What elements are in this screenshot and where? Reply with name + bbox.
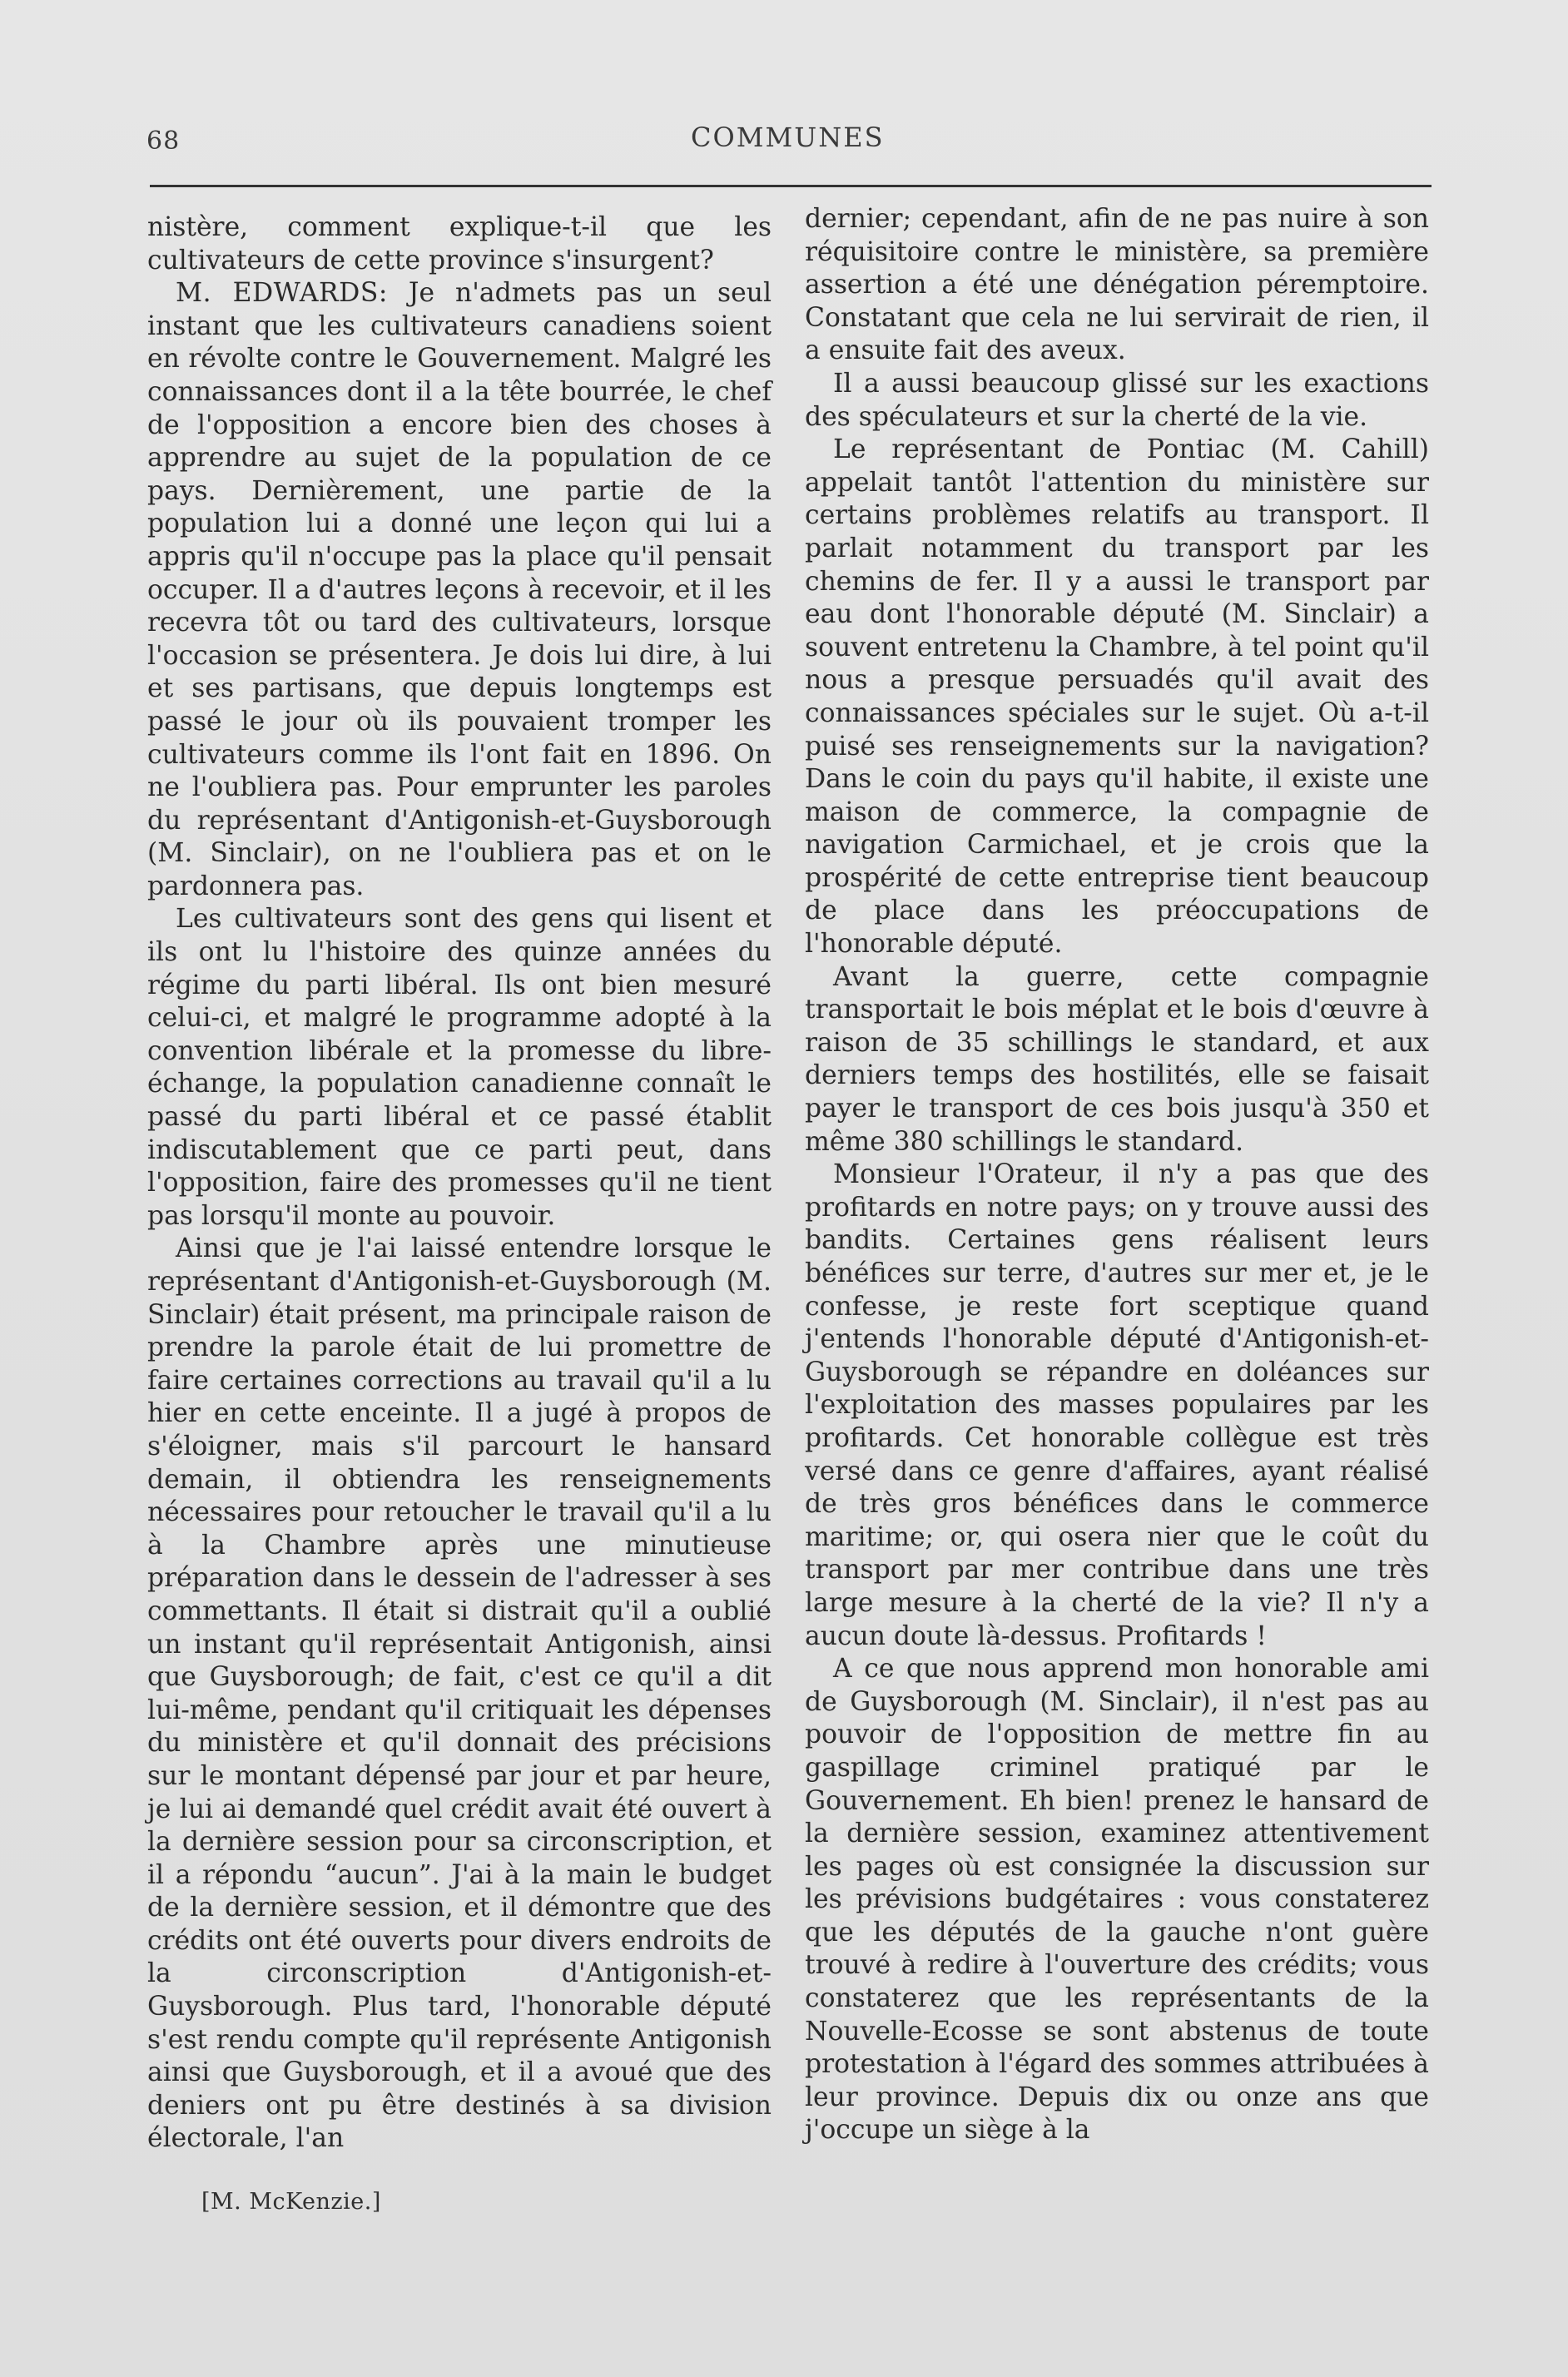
right-column bbox=[805, 203, 1429, 2147]
left-column bbox=[147, 211, 772, 2156]
speaker-name: M. EDWARDS: bbox=[176, 278, 388, 309]
header-divider bbox=[150, 185, 1432, 187]
paragraph: Les cultivateurs sont des gens qui lisent et ils ont lu l'histoire des quinze années du régime du parti libéral. Ils ont bien mesuré celui-ci, et malgré le programme adopté à la convention libérale et la promesse du libre-échange, la population canadienne connaît le passé du parti libéral et ce passé établit indiscutablement que ce parti peut, dans l'opposition, faire des promesses qu'il ne tient pas lorsqu'il monte au pouvoir. bbox=[147, 904, 772, 1231]
paragraph-edwards bbox=[147, 277, 772, 903]
paragraph: Le représentant de Pontiac (M. Cahill) appelait tantôt l'attention du ministère sur certains problèmes relatifs au transport. Il parlait notamment du transport par les chemins de fer. Il y a aussi le transport par eau dont l'honorable député (M. Sinclair) a souvent entretenu la Chambre, à tel point qu'il nous a presque persuadés qu'il avait des connaissances spéciales sur le sujet. Où a-t-il puisé ses renseignements sur la navigation? Dans le coin du pays qu'il habite, il existe une maison de commerce, la compagnie de navigation Carmichael, et je crois que la prospérité de cette entreprise tient beaucoup de place dans les préoccupations de l'honorable député. bbox=[805, 434, 1429, 960]
paragraph-continuation: dernier; cependant, afin de ne pas nuire à son réquisitoire contre le ministère, sa première assertion a été une dénégation péremptoire. Constatant que cela ne lui servirait de rien, il a ensuite fait des aveux. bbox=[805, 204, 1429, 366]
page-number: 68 bbox=[146, 127, 181, 156]
paragraph-continuation: nistère, comment explique-t-il que les cultivateurs de cette province s'insurgent? bbox=[147, 212, 772, 275]
page-title: COMMUNES bbox=[691, 122, 885, 153]
paragraph: Monsieur l'Orateur, il n'y a pas que des profitards en notre pays; on y trouve aussi des bandits. Certaines gens réalisent leurs bénéfices sur terre, d'autres sur mer et, je le confesse, je reste fort sceptique quand j'entends l'honorable député d'Antigonish-et-Guysborough se répandre en doléances sur l'exploitation des masses populaires par les profitards. Cet honorable collègue est très versé dans ce genre d'affaires, ayant réalisé de très gros bénéfices dans le commerce maritime; or, qui osera nier que le coût du transport par mer contribue dans une très large mesure à la cherté de la vie? Il n'y a aucun doute là-dessus. Profitards ! bbox=[805, 1159, 1429, 1651]
paragraph: Avant la guerre, cette compagnie transportait le bois méplat et le bois d'œuvre à raison de 35 schillings le standard, et aux derniers temps des hostilités, elle se faisait payer le transport de ces bois jusqu'à 350 et même 380 schillings le standard. bbox=[805, 961, 1429, 1157]
paragraph: Ainsi que je l'ai laissé entendre lorsque le représentant d'Antigonish-et-Guysborough (M. Sinclair) était présent, ma principale raison de prendre la parole était de lui promettre de faire certaines corrections au travail qu'il a lu hier en cette enceinte. Il a jugé à propos de s'éloigner, mais s'il parcourt le hansard demain, il obtiendra les renseignements nécessaires pour retoucher le travail qu'il a lu à la Chambre après une minutieuse préparation dans le dessein de l'adresser à ses commettants. Il était si distrait qu'il a oublié un instant qu'il représentait Antigonish, ainsi que Guysborough; de fait, c'est ce qu'il a dit lui-même, pendant qu'il critiquait les dépenses du ministère et qu'il donnait des précisions sur le montant dépensé par jour et par heure, je lui ai demandé quel crédit avait été ouvert à la dernière session pour sa circonscription, et il a répondu “aucun”. J'ai à la main le budget de la dernière session, et il démontre que des crédits ont été ouverts pour divers endroits de la circonscription d'Antigonish-et-Guysborough. Plus tard, l'honorable député s'est rendu compte qu'il représente Antigonish ainsi que Guysborough, et il a avoué que des deniers ont pu être destinés à sa division électorale, l'an bbox=[147, 1233, 772, 2154]
paragraph: A ce que nous apprend mon honorable ami de Guysborough (M. Sinclair), il n'est pas au pouvoir de l'opposition de mettre fin au gaspillage criminel pratiqué par le Gouvernement. Eh bien! prenez le hansard de la dernière session, examinez attentivement les pages où est consignée la discussion sur les prévisions budgétaires : vous constaterez que les députés de la gauche n'ont guère trouvé à redire à l'ouverture des crédits; vous constaterez que les représentants de la Nouvelle-Ecosse se sont abstenus de toute protestation à l'égard des sommes attribuées à leur province. Depuis dix ou onze ans que j'occupe un siège à la bbox=[805, 1654, 1429, 2146]
paragraph: Il a aussi beaucoup glissé sur les exactions des spéculateurs et sur la cherté de la vie. bbox=[805, 368, 1429, 432]
speech-text: Je n'admets pas un seul instant que les cultivateurs canadiens soient en révolte contre le Gouvernement. Malgré les connaissances dont il a la tête bourrée, le chef de l'opposition a encore bien des choses à apprendre au sujet de la population de ce pays. Dernièrement, une partie de la population lui a donné une leçon qui lui a appris qu'il n'occupe pas la place qu'il pensait occuper. Il a d'autres leçons à recevoir, et il les recevra tôt ou tard des cultivateurs, lorsque l'occasion se présentera. Je dois lui dire, à lui et ses partisans, que depuis longtemps est passé le jour où ils pouvaient tromper les cultivateurs comme ils l'ont fait en 1896. On ne l'oubliera pas. Pour emprunter les paroles du représentant d'Antigonish-et-Guysborough (M. Sinclair), on ne l'oubliera pas et on le pardonnera pas. bbox=[147, 278, 772, 901]
speaker-signature: [M. McKenzie.] bbox=[201, 2189, 381, 2215]
